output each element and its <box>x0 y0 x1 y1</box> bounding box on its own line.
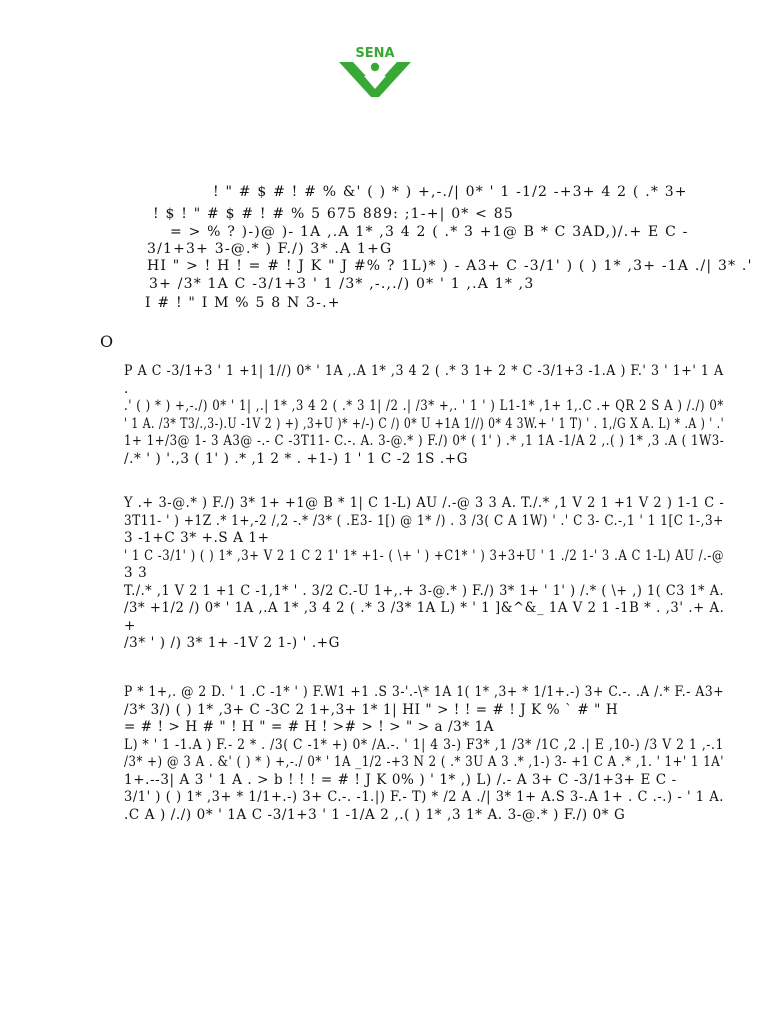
section-marker: O <box>100 332 114 351</box>
header-line: ! $ ! " # $ # ! # % 5 675 889: ;1-+| 0* < 85 <box>153 206 514 222</box>
paragraph-line: = # ! > H # " ! H " = # H ! ># > ! > " > a /3* 1A <box>124 719 495 735</box>
paragraph-line: /.* ' ) '.,3 ( 1' ) .* ,1 2 * . +1-) 1 ' 1 C -2 1S .+G <box>124 450 469 467</box>
paragraph-line: 1+.--3| A 3 ' 1 A . > b ! ! ! = # ! J K 0% ) ' 1* ,) L) /.- A 3+ C -3/1+3+ E C - <box>124 771 677 788</box>
header-line: 3/1+3+ 3-@.* ) F./) 3* .A 1+G <box>147 241 393 257</box>
paragraph-line: .' ( ) * ) +,-./) 0* ' 1| ,.| 1* ,3 4 2 ( .* 3 1| /2 .| /3* +,. ' 1 ' ) L1-1* ,1+ 1,.C .+ QR 2 S A ) /./) 0* <box>124 398 724 414</box>
paragraph-line: /3* 3/) ( ) 1* ,3+ C -3C 2 1+,3+ 1* 1| HI " > ! ! = # ! J K % ` # " H <box>124 701 619 718</box>
paragraph-line: 1+ 1+/3@ 1- 3 A3@ -.- C -3T11- C.-. A. 3-@.* ) F./) 0* ( 1' ) .* ,1 1A -1/A 2 ,.( ) 1* ,3 .A ( 1W3- <box>124 433 725 449</box>
paragraph-line: 3 3 <box>124 565 148 581</box>
header-line: HI " > ! H ! = # ! J K " J #% ? 1L)* ) - A3+ C -3/1' ) ( ) 1* ,3+ -1A ./| 3* .' <box>147 258 753 274</box>
paragraph-line: P * 1+,. @ 2 D. ' 1 .C -1* ' ) F.W1 +1 .S 3-'.-\* 1A 1( 1* ,3+ * 1/1+.-) 3+ C.-. .A /.* F.- A3+ <box>124 684 725 700</box>
paragraph-line: /3* +1/2 /) 0* ' 1A ,.A 1* ,3 4 2 ( .* 3 /3* 1A L) * ' 1 ]&^&_ 1A V 2 1 -1B * . ,3' .+ A. <box>124 600 725 616</box>
header-line: 3+ /3* 1A C -3/1+3 ' 1 /3* ,-.,./) 0* ' 1 ,.A 1* ,3 <box>149 276 535 292</box>
sena-logo <box>334 40 416 100</box>
paragraph-line: P A C -3/1+3 ' 1 +1| 1//) 0* ' 1A ,.A 1* ,3 4 2 ( .* 3 1+ 2 * C -3/1+3 -1.A ) F.' 3 ' 1+' 1 A <box>124 363 724 379</box>
paragraph-line: ' 1 C -3/1' ) ( ) 1* ,3+ V 2 1 C 2 1' 1* +1- ( \+ ' ) +C1* ' ) 3+3+U ' 1 ./2 1-' 3 .A C 1-L) AU /.-@ <box>124 547 725 564</box>
logo-wordmark: SENA <box>355 46 395 61</box>
paragraph-line: /3* ' ) /) 3* 1+ -1V 2 1-) ' .+G <box>124 635 341 651</box>
paragraph-line: 3T11- ' ) +1Z .* 1+,-2 /,2 -.* /3* ( .E3- 1[) @ 1* /) . 3 /3( C A 1W) ' .' C 3- C.-,1 ' 1 1[C 1-,3+ <box>124 512 724 529</box>
paragraph-line: T./.* ,1 V 2 1 +1 C -1,1* ' . 3/2 C.-U 1+,.+ 3-@.* ) F./) 3* 1+ ' 1' ) /.* ( \+ ,) 1( C3 1* A. <box>124 582 725 599</box>
paragraph-line: .C A ) /./) 0* ' 1A C -3/1+3 ' 1 -1/A 2 ,.( ) 1* ,3 1* A. 3-@.* ) F./) 0* G <box>124 806 626 823</box>
paragraph-line: 3/1' ) ( ) 1* ,3+ * 1/1+.-) 3+ C.-. -1.|) F.- T) * /2 A ./| 3* 1+ A.S 3-.A 1+ . C .-.) - ' 1 A. <box>124 789 724 805</box>
header-line: = > % ? )-)@ )- 1A ,.A 1* ,3 4 2 ( .* 3 +1@ B * C 3AD,)/.+ E C - <box>170 224 689 240</box>
header-line: ! " # $ # ! # % &' ( ) * ) +,-./| 0* ' 1 -1/2 -+3+ 4 2 ( .* 3+ <box>213 184 688 200</box>
paragraph-line: . <box>124 380 129 397</box>
paragraph <box>124 363 728 468</box>
paragraph-line: L) * ' 1 -1.A ) F.- 2 * . /3( C -1* +) 0* /A.-. ' 1| 4 3-) F3* ,1 /3* /1C ,2 .| E ,10-) /3 V 2 1 ,-.1 <box>124 736 724 753</box>
header-line: I # ! " I M % 5 8 N 3-.+ <box>145 295 341 311</box>
paragraph <box>124 495 728 653</box>
paragraph-line: ' 1 A. /3* T3/.,3-).U -1V 2 ) +) ,3+U )* +/-) C /) 0* U +1A 1//) 0* 4 3W.+ ' 1 T) ' . 1,/G X A. L) * .A ) ' .' <box>124 415 725 432</box>
paragraph-line: 3 -1+C 3* +.S A 1+ <box>124 530 270 546</box>
paragraph-line: + <box>124 617 136 634</box>
paragraph <box>124 684 728 824</box>
paragraph-line: /3* +) @ 3 A . &' ( ) * ) +,-./ 0* ' 1A _1/2 -+3 N 2 ( .* 3U A 3 .* ,1-) 3- +1 C A .* ,1. ' 1+' 1 1A' <box>124 754 725 770</box>
paragraph-line: Y .+ 3-@.* ) F./) 3* 1+ +1@ B * 1| C 1-L) AU /.-@ 3 3 A. T./.* ,1 V 2 1 +1 V 2 ) 1-1 C - <box>124 495 725 511</box>
